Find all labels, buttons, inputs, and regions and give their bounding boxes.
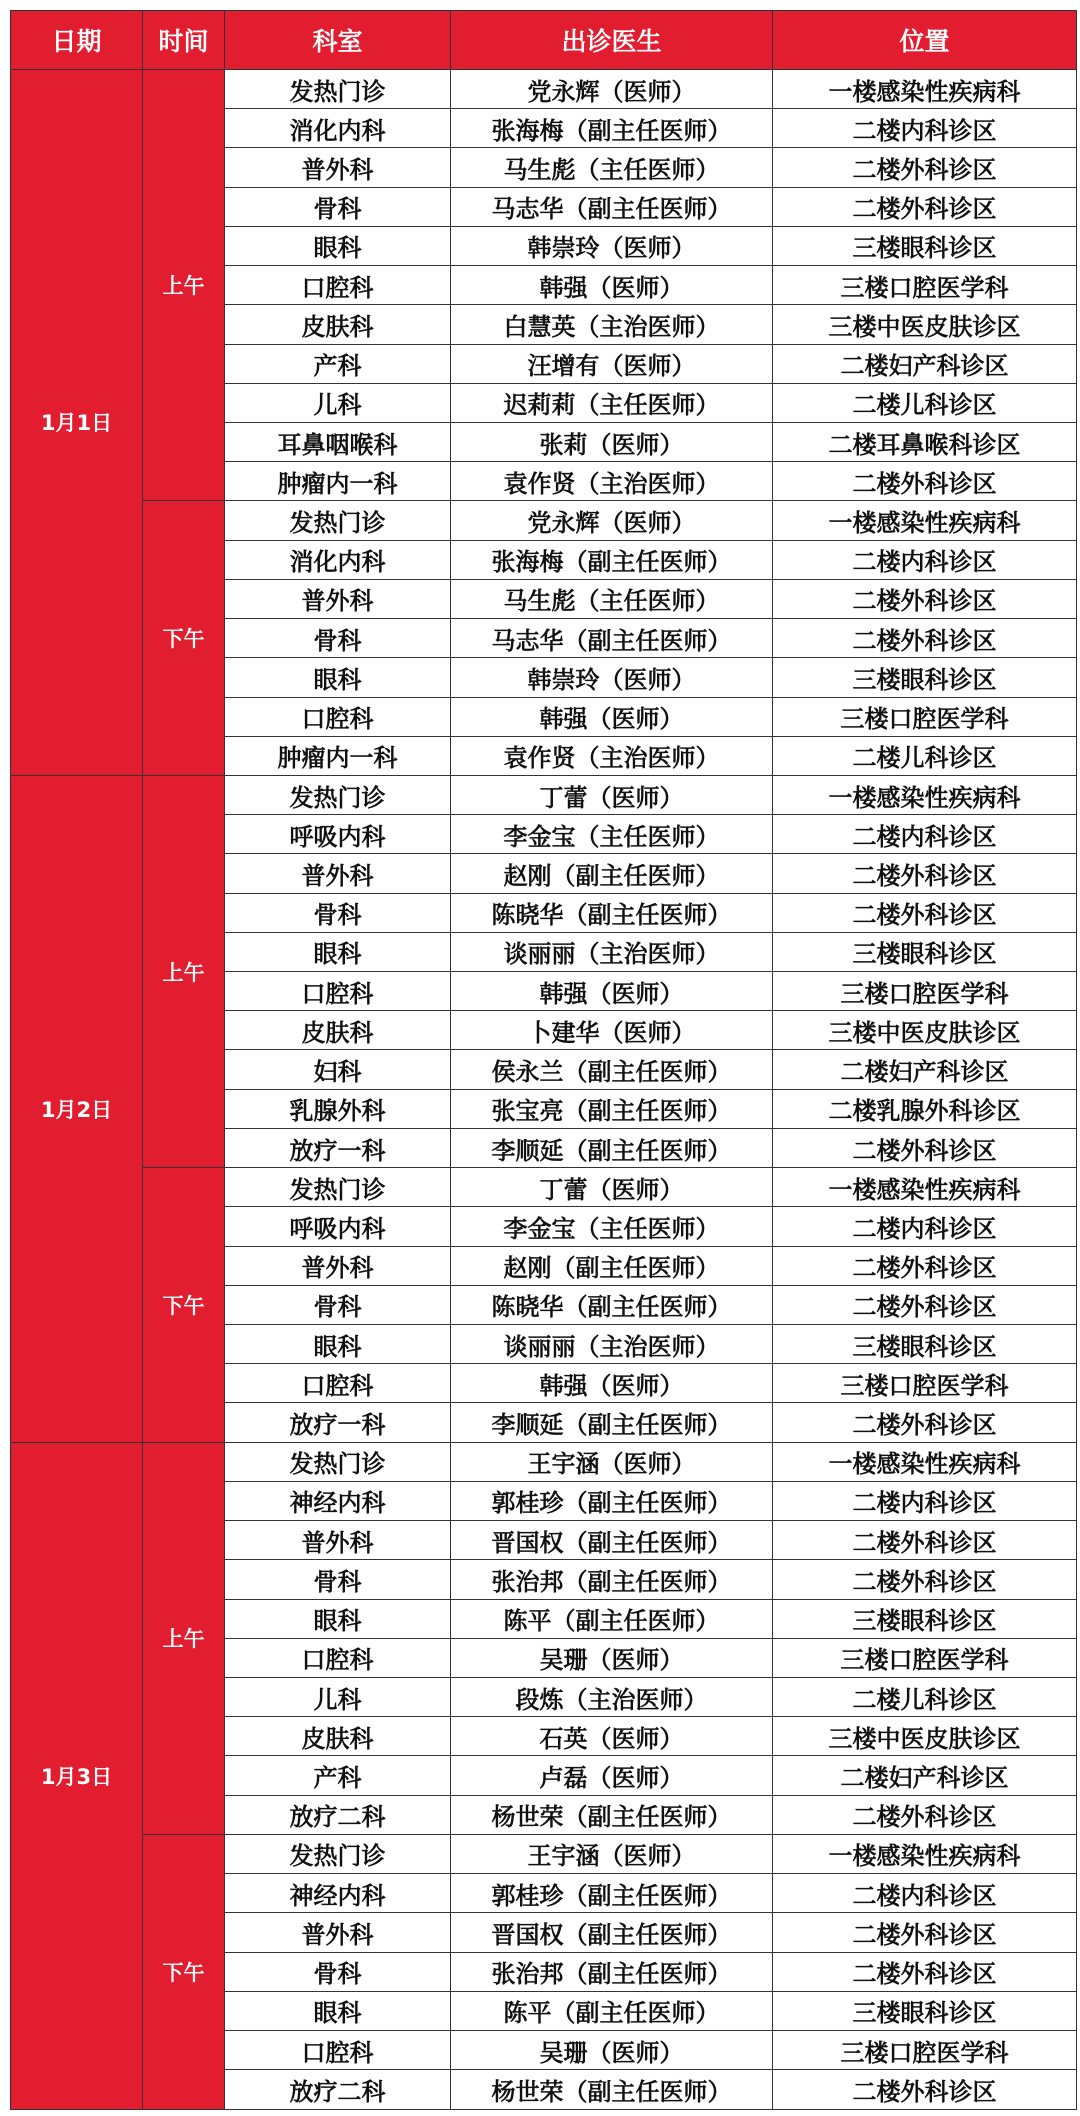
- doctor-cell: 李金宝（主任医师）: [451, 1207, 773, 1246]
- department-cell: 放疗一科: [225, 1403, 451, 1442]
- department-cell: 骨科: [225, 1952, 451, 1991]
- department-cell: 普外科: [225, 1521, 451, 1560]
- doctor-cell: 张宝亮（副主任医师）: [451, 1089, 773, 1128]
- doctor-cell: 谈丽丽（主治医师）: [451, 932, 773, 971]
- location-cell: 二楼外科诊区: [773, 462, 1077, 501]
- location-cell: 二楼儿科诊区: [773, 383, 1077, 422]
- session-cell: 下午: [143, 1168, 225, 1443]
- location-cell: 二楼内科诊区: [773, 1874, 1077, 1913]
- session-cell: 上午: [143, 70, 225, 501]
- department-cell: 骨科: [225, 619, 451, 658]
- location-cell: 二楼乳腺外科诊区: [773, 1089, 1077, 1128]
- location-cell: 二楼外科诊区: [773, 893, 1077, 932]
- department-cell: 普外科: [225, 579, 451, 618]
- department-cell: 眼科: [225, 226, 451, 265]
- department-cell: 发热门诊: [225, 1834, 451, 1873]
- department-cell: 眼科: [225, 932, 451, 971]
- doctor-cell: 张海梅（副主任医师）: [451, 109, 773, 148]
- location-cell: 一楼感染性疾病科: [773, 1168, 1077, 1207]
- department-cell: 发热门诊: [225, 1442, 451, 1481]
- location-cell: 二楼外科诊区: [773, 1952, 1077, 1991]
- doctor-cell: 韩强（医师）: [451, 697, 773, 736]
- location-cell: 二楼内科诊区: [773, 540, 1077, 579]
- doctor-cell: 段炼（主治医师）: [451, 1677, 773, 1716]
- department-cell: 口腔科: [225, 266, 451, 305]
- department-cell: 儿科: [225, 383, 451, 422]
- doctor-cell: 党永辉（医师）: [451, 70, 773, 109]
- location-cell: 二楼耳鼻喉科诊区: [773, 422, 1077, 461]
- department-cell: 产科: [225, 1756, 451, 1795]
- location-cell: 三楼口腔医学科: [773, 972, 1077, 1011]
- session-cell: 下午: [143, 501, 225, 776]
- location-cell: 三楼口腔医学科: [773, 697, 1077, 736]
- department-cell: 发热门诊: [225, 501, 451, 540]
- location-cell: 二楼外科诊区: [773, 1560, 1077, 1599]
- doctor-cell: 王宇涵（医师）: [451, 1834, 773, 1873]
- doctor-cell: 杨世荣（副主任医师）: [451, 2070, 773, 2110]
- department-cell: 骨科: [225, 1285, 451, 1324]
- department-cell: 放疗一科: [225, 1128, 451, 1167]
- doctor-cell: 侯永兰（副主任医师）: [451, 1050, 773, 1089]
- location-cell: 三楼中医皮肤诊区: [773, 1717, 1077, 1756]
- location-cell: 二楼外科诊区: [773, 1128, 1077, 1167]
- doctor-cell: 马生彪（主任医师）: [451, 579, 773, 618]
- doctor-cell: 吴珊（医师）: [451, 2030, 773, 2069]
- department-cell: 普外科: [225, 1246, 451, 1285]
- doctor-cell: 丁蕾（医师）: [451, 1168, 773, 1207]
- doctor-cell: 郭桂珍（副主任医师）: [451, 1481, 773, 1520]
- header-location: 位置: [773, 11, 1077, 70]
- location-cell: 一楼感染性疾病科: [773, 501, 1077, 540]
- department-cell: 眼科: [225, 1599, 451, 1638]
- doctor-cell: 谈丽丽（主治医师）: [451, 1325, 773, 1364]
- location-cell: 三楼口腔医学科: [773, 1364, 1077, 1403]
- location-cell: 一楼感染性疾病科: [773, 70, 1077, 109]
- header-department: 科室: [225, 11, 451, 70]
- table-row: [11, 70, 1077, 109]
- department-cell: 耳鼻咽喉科: [225, 422, 451, 461]
- doctor-cell: 郭桂珍（副主任医师）: [451, 1874, 773, 1913]
- table-row: [11, 1168, 1077, 1207]
- department-cell: 儿科: [225, 1677, 451, 1716]
- department-cell: 骨科: [225, 187, 451, 226]
- doctor-cell: 陈平（副主任医师）: [451, 1991, 773, 2030]
- doctor-cell: 袁作贤（主治医师）: [451, 736, 773, 775]
- location-cell: 二楼外科诊区: [773, 1403, 1077, 1442]
- session-cell: 上午: [143, 1442, 225, 1834]
- doctor-cell: 张治邦（副主任医师）: [451, 1952, 773, 1991]
- department-cell: 骨科: [225, 1560, 451, 1599]
- location-cell: 三楼眼科诊区: [773, 1325, 1077, 1364]
- location-cell: 二楼妇产科诊区: [773, 344, 1077, 383]
- doctor-cell: 张治邦（副主任医师）: [451, 1560, 773, 1599]
- doctor-cell: 吴珊（医师）: [451, 1638, 773, 1677]
- doctor-cell: 石英（医师）: [451, 1717, 773, 1756]
- location-cell: 二楼内科诊区: [773, 109, 1077, 148]
- table-header: [11, 11, 1077, 70]
- location-cell: 二楼外科诊区: [773, 1246, 1077, 1285]
- doctor-cell: 卢磊（医师）: [451, 1756, 773, 1795]
- department-cell: 口腔科: [225, 972, 451, 1011]
- location-cell: 二楼外科诊区: [773, 1285, 1077, 1324]
- department-cell: 发热门诊: [225, 775, 451, 814]
- location-cell: 三楼口腔医学科: [773, 1638, 1077, 1677]
- location-cell: 二楼外科诊区: [773, 1795, 1077, 1834]
- department-cell: 神经内科: [225, 1481, 451, 1520]
- doctor-cell: 韩强（医师）: [451, 972, 773, 1011]
- location-cell: 三楼眼科诊区: [773, 226, 1077, 265]
- location-cell: 二楼外科诊区: [773, 187, 1077, 226]
- location-cell: 二楼内科诊区: [773, 815, 1077, 854]
- doctor-cell: 陈晓华（副主任医师）: [451, 1285, 773, 1324]
- table-body: [11, 70, 1077, 2110]
- doctor-cell: 晋国权（副主任医师）: [451, 1913, 773, 1952]
- department-cell: 呼吸内科: [225, 1207, 451, 1246]
- header-time: 时间: [143, 11, 225, 70]
- location-cell: 二楼外科诊区: [773, 1521, 1077, 1560]
- department-cell: 肿瘤内一科: [225, 736, 451, 775]
- doctor-cell: 白慧英（主治医师）: [451, 305, 773, 344]
- doctor-cell: 袁作贤（主治医师）: [451, 462, 773, 501]
- location-cell: 三楼眼科诊区: [773, 658, 1077, 697]
- doctor-cell: 赵刚（副主任医师）: [451, 1246, 773, 1285]
- session-cell: 下午: [143, 1834, 225, 2109]
- location-cell: 一楼感染性疾病科: [773, 1834, 1077, 1873]
- session-cell: 上午: [143, 775, 225, 1167]
- department-cell: 口腔科: [225, 1638, 451, 1677]
- location-cell: 二楼儿科诊区: [773, 1677, 1077, 1716]
- doctor-cell: 马志华（副主任医师）: [451, 187, 773, 226]
- table-row: [11, 1442, 1077, 1481]
- department-cell: 普外科: [225, 854, 451, 893]
- location-cell: 二楼妇产科诊区: [773, 1050, 1077, 1089]
- table-row: [11, 501, 1077, 540]
- table-row: [11, 1834, 1077, 1873]
- location-cell: 一楼感染性疾病科: [773, 1442, 1077, 1481]
- department-cell: 口腔科: [225, 1364, 451, 1403]
- location-cell: 二楼内科诊区: [773, 1207, 1077, 1246]
- department-cell: 放疗二科: [225, 1795, 451, 1834]
- location-cell: 二楼外科诊区: [773, 579, 1077, 618]
- department-cell: 眼科: [225, 1991, 451, 2030]
- location-cell: 二楼妇产科诊区: [773, 1756, 1077, 1795]
- location-cell: 二楼内科诊区: [773, 1481, 1077, 1520]
- department-cell: 口腔科: [225, 697, 451, 736]
- location-cell: 二楼外科诊区: [773, 2070, 1077, 2110]
- doctor-cell: 汪增有（医师）: [451, 344, 773, 383]
- department-cell: 消化内科: [225, 109, 451, 148]
- department-cell: 眼科: [225, 1325, 451, 1364]
- department-cell: 普外科: [225, 148, 451, 187]
- doctor-cell: 卜建华（医师）: [451, 1011, 773, 1050]
- doctor-cell: 马生彪（主任医师）: [451, 148, 773, 187]
- doctor-cell: 杨世荣（副主任医师）: [451, 1795, 773, 1834]
- location-cell: 三楼口腔医学科: [773, 266, 1077, 305]
- location-cell: 二楼外科诊区: [773, 148, 1077, 187]
- department-cell: 神经内科: [225, 1874, 451, 1913]
- doctor-cell: 韩强（医师）: [451, 1364, 773, 1403]
- table-row: [11, 775, 1077, 814]
- department-cell: 发热门诊: [225, 1168, 451, 1207]
- doctor-cell: 党永辉（医师）: [451, 501, 773, 540]
- doctor-cell: 韩崇玲（医师）: [451, 658, 773, 697]
- location-cell: 二楼儿科诊区: [773, 736, 1077, 775]
- date-cell: 1月1日: [11, 70, 143, 776]
- header-date: 日期: [11, 11, 143, 70]
- location-cell: 三楼中医皮肤诊区: [773, 305, 1077, 344]
- location-cell: 三楼眼科诊区: [773, 1991, 1077, 2030]
- department-cell: 放疗二科: [225, 2070, 451, 2110]
- doctor-cell: 陈平（副主任医师）: [451, 1599, 773, 1638]
- department-cell: 消化内科: [225, 540, 451, 579]
- date-cell: 1月2日: [11, 775, 143, 1442]
- doctor-cell: 韩强（医师）: [451, 266, 773, 305]
- department-cell: 眼科: [225, 658, 451, 697]
- location-cell: 三楼口腔医学科: [773, 2030, 1077, 2069]
- doctor-cell: 张海梅（副主任医师）: [451, 540, 773, 579]
- location-cell: 三楼中医皮肤诊区: [773, 1011, 1077, 1050]
- doctor-cell: 晋国权（副主任医师）: [451, 1521, 773, 1560]
- department-cell: 皮肤科: [225, 305, 451, 344]
- location-cell: 二楼外科诊区: [773, 854, 1077, 893]
- doctor-cell: 陈晓华（副主任医师）: [451, 893, 773, 932]
- department-cell: 皮肤科: [225, 1011, 451, 1050]
- doctor-cell: 迟莉莉（主任医师）: [451, 383, 773, 422]
- department-cell: 产科: [225, 344, 451, 383]
- department-cell: 发热门诊: [225, 70, 451, 109]
- department-cell: 骨科: [225, 893, 451, 932]
- department-cell: 普外科: [225, 1913, 451, 1952]
- location-cell: 三楼眼科诊区: [773, 1599, 1077, 1638]
- department-cell: 口腔科: [225, 2030, 451, 2069]
- doctor-cell: 王宇涵（医师）: [451, 1442, 773, 1481]
- doctor-cell: 赵刚（副主任医师）: [451, 854, 773, 893]
- doctor-cell: 韩崇玲（医师）: [451, 226, 773, 265]
- department-cell: 皮肤科: [225, 1717, 451, 1756]
- department-cell: 妇科: [225, 1050, 451, 1089]
- doctor-cell: 李顺延（副主任医师）: [451, 1128, 773, 1167]
- doctor-cell: 丁蕾（医师）: [451, 775, 773, 814]
- department-cell: 乳腺外科: [225, 1089, 451, 1128]
- location-cell: 二楼外科诊区: [773, 619, 1077, 658]
- doctor-cell: 李金宝（主任医师）: [451, 815, 773, 854]
- department-cell: 肿瘤内一科: [225, 462, 451, 501]
- location-cell: 三楼眼科诊区: [773, 932, 1077, 971]
- doctor-cell: 李顺延（副主任医师）: [451, 1403, 773, 1442]
- location-cell: 一楼感染性疾病科: [773, 775, 1077, 814]
- header-doctor: 出诊医生: [451, 11, 773, 70]
- header-row: [11, 11, 1077, 70]
- doctor-cell: 马志华（副主任医师）: [451, 619, 773, 658]
- location-cell: 二楼外科诊区: [773, 1913, 1077, 1952]
- date-cell: 1月3日: [11, 1442, 143, 2109]
- doctor-cell: 张莉（医师）: [451, 422, 773, 461]
- schedule-table: [10, 10, 1077, 2110]
- department-cell: 呼吸内科: [225, 815, 451, 854]
